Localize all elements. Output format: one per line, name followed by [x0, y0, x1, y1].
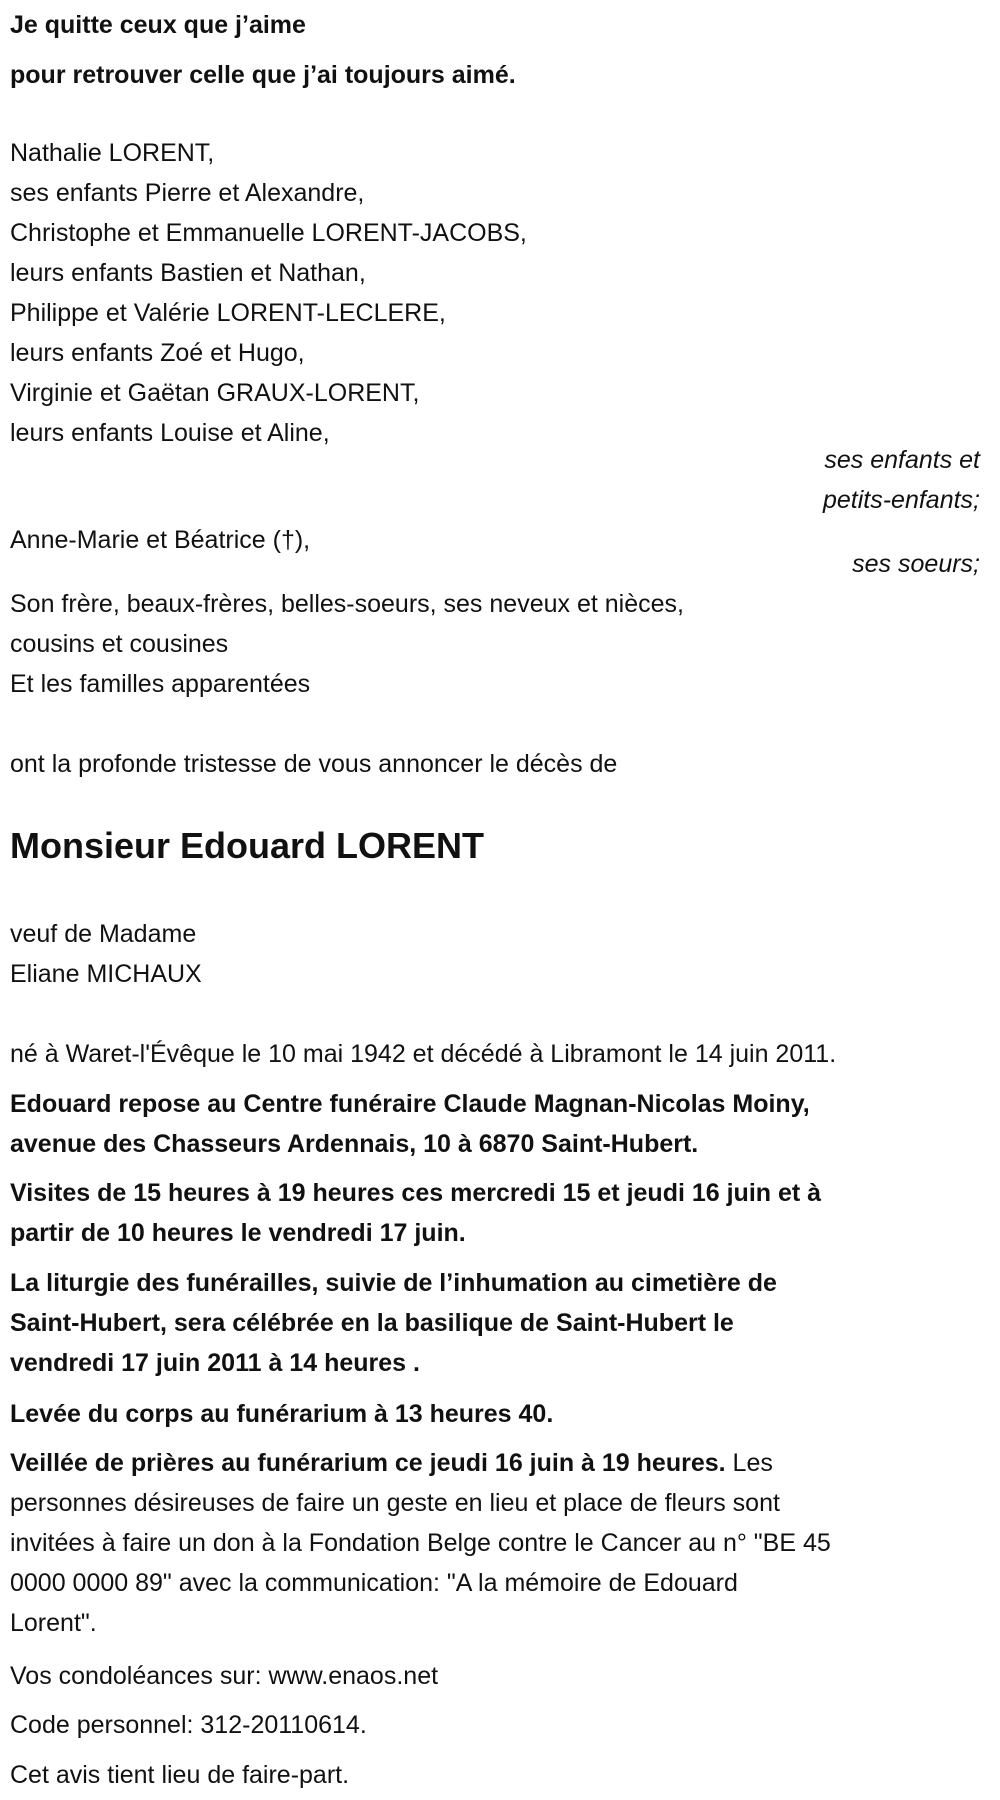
- announcement: ont la profonde tristesse de vous annoncer le décès de: [10, 750, 618, 778]
- role-line: petits-enfants;: [822, 486, 980, 514]
- liturgy-line: vendredi 17 juin 2011 à 14 heures .: [10, 1349, 420, 1377]
- family-line: Virginie et Gaëtan GRAUX-LORENT,: [10, 379, 420, 407]
- donation-line: Lorent".: [10, 1609, 97, 1637]
- vigil-bold: Veillée de prières au funérarium ce jeudi 16 juin à 19 heures.: [10, 1449, 726, 1477]
- role-line: ses enfants et: [824, 446, 980, 474]
- donation-line: invitées à faire un don à la Fondation Belge contre le Cancer au n° "BE 45: [10, 1529, 831, 1557]
- visits-line: Visites de 15 heures à 19 heures ces mercredi 15 et jeudi 16 juin et à: [10, 1179, 822, 1207]
- levee-du-corps: Levée du corps au funérarium à 13 heures 40.: [10, 1400, 554, 1428]
- family-line: Philippe et Valérie LORENT-LECLERE,: [10, 299, 446, 327]
- epigraph-line-1: Je quitte ceux que j’aime: [10, 11, 306, 39]
- family-line: leurs enfants Zoé et Hugo,: [10, 339, 305, 367]
- condolences: Vos condoléances sur: www.enaos.net: [10, 1662, 439, 1690]
- other-family: [10, 584, 684, 704]
- sisters-role: ses soeurs;: [852, 550, 980, 578]
- personal-code: Code personnel: 312-20110614.: [10, 1711, 367, 1739]
- family-line: Nathalie LORENT,: [10, 139, 215, 167]
- vigil-rest: Les: [725, 1449, 773, 1477]
- children-role: [823, 440, 980, 520]
- family-line: leurs enfants Louise et Aline,: [10, 419, 330, 447]
- sisters: Anne-Marie et Béatrice (†),: [10, 526, 311, 554]
- liturgy-line: Saint-Hubert, sera célébrée en la basilique de Saint-Hubert le: [10, 1309, 734, 1337]
- visits-line: partir de 10 heures le vendredi 17 juin.: [10, 1219, 466, 1247]
- family-line: Christophe et Emmanuelle LORENT-JACOBS,: [10, 219, 527, 247]
- birth-death: né à Waret-l'Évêque le 10 mai 1942 et décédé à Libramont le 14 juin 2011.: [10, 1040, 837, 1068]
- visits: [10, 1173, 821, 1253]
- family-line: Et les familles apparentées: [10, 670, 311, 698]
- widower-of: [10, 914, 202, 994]
- family-line: cousins et cousines: [10, 630, 229, 658]
- rest-line: Edouard repose au Centre funéraire Claude Magnan-Nicolas Moiny,: [10, 1090, 810, 1118]
- family-line: ses enfants Pierre et Alexandre,: [10, 179, 365, 207]
- liturgy: [10, 1263, 777, 1383]
- donation-line: personnes désireuses de faire un geste en lieu et place de fleurs sont: [10, 1489, 780, 1517]
- deceased-name: Monsieur Edouard LORENT: [10, 825, 485, 866]
- family-line: Son frère, beaux-frères, belles-soeurs, ses neveux et nièces,: [10, 590, 684, 618]
- vigil-line: [10, 1443, 831, 1483]
- liturgy-line: La liturgie des funérailles, suivie de l’inhumation au cimetière de: [10, 1269, 777, 1297]
- rest-location: [10, 1084, 810, 1164]
- vigil-donation: [10, 1443, 831, 1643]
- closing-note: Cet avis tient lieu de faire-part.: [10, 1761, 350, 1789]
- rest-line: avenue des Chasseurs Ardennais, 10 à 6870 Saint-Hubert.: [10, 1130, 699, 1158]
- widower-line: veuf de Madame: [10, 920, 197, 948]
- family-line: leurs enfants Bastien et Nathan,: [10, 259, 366, 287]
- children-list: [10, 133, 527, 453]
- donation-line: 0000 0000 89" avec la communication: "A la mémoire de Edouard: [10, 1569, 738, 1597]
- widower-line: Eliane MICHAUX: [10, 960, 202, 988]
- epigraph-line-2: pour retrouver celle que j’ai toujours aimé.: [10, 61, 516, 89]
